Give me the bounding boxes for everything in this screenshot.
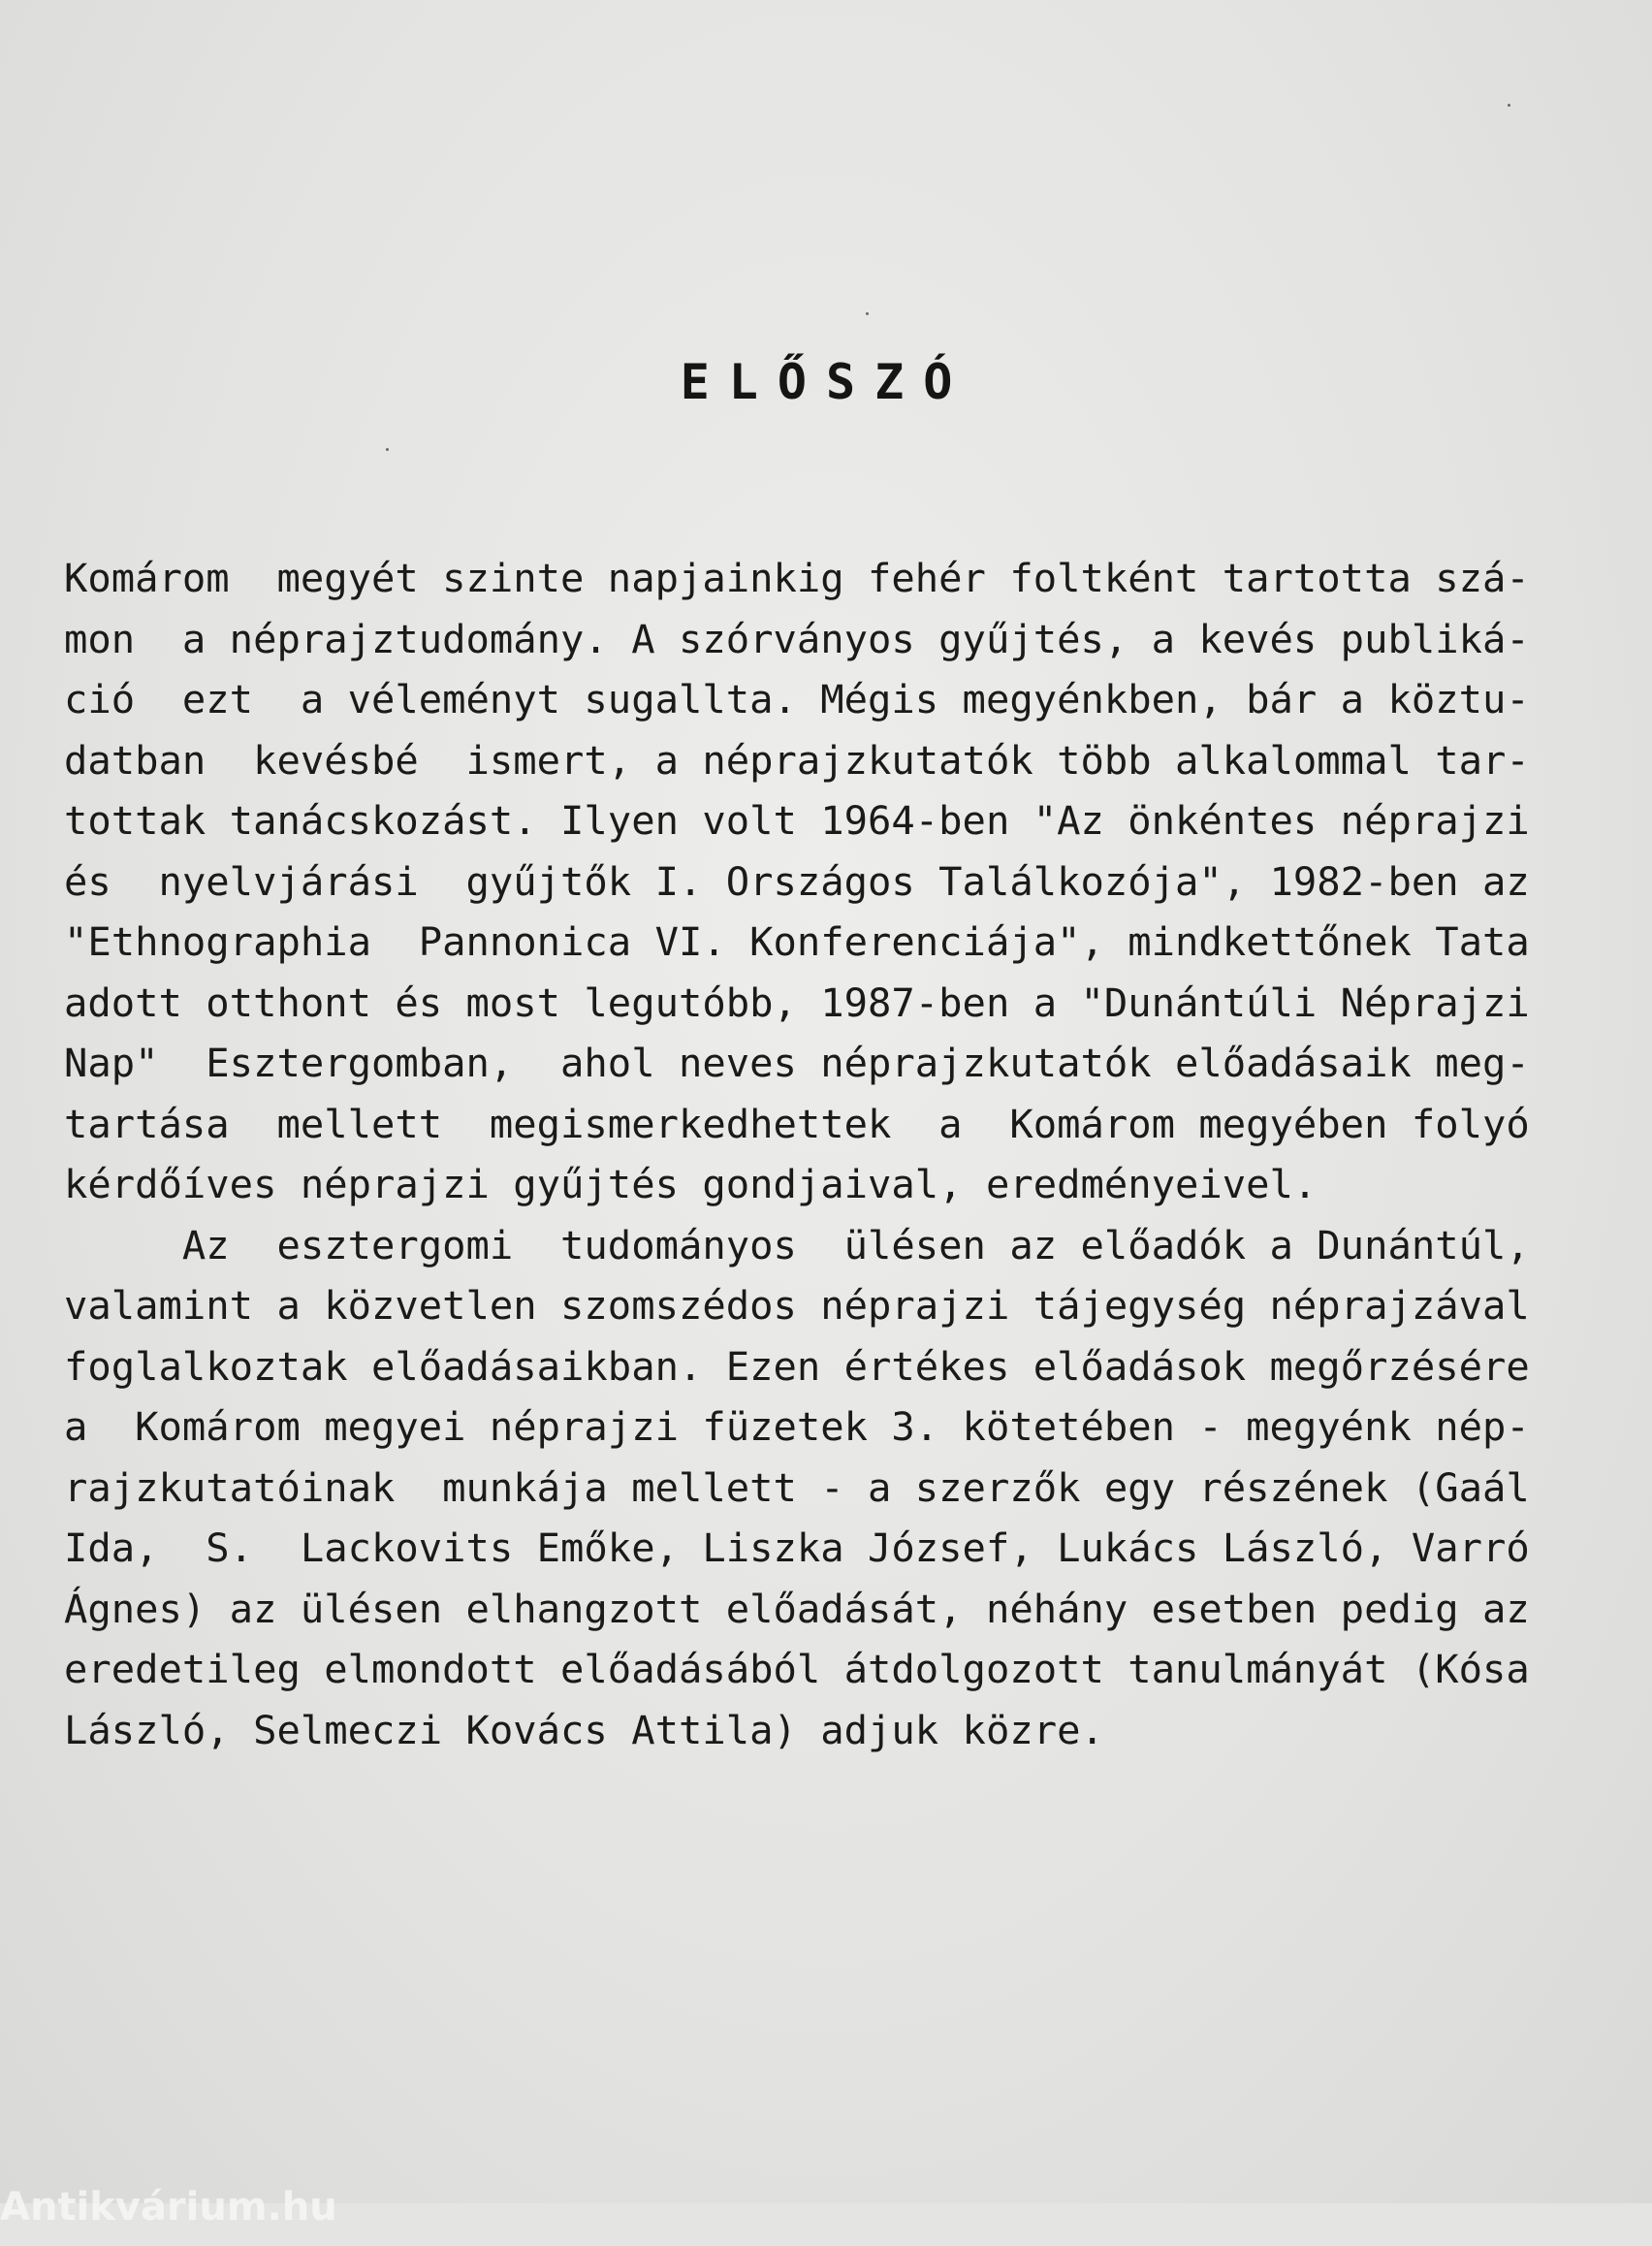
body-text — [64, 548, 1530, 1760]
page-title: ELŐSZÓ — [680, 354, 972, 410]
text-line: a Komárom megyei néprajzi füzetek 3. kötetében - megyénk nép- — [64, 1403, 1530, 1450]
text-line: datban kevésbé ismert, a néprajzkutatók több alkalommal tar- — [64, 736, 1530, 784]
text-line: rajzkutatóinak munkája mellett - a szerzők egy részének (Gaál — [64, 1463, 1530, 1511]
text-line: Ágnes) az ülésen elhangzott előadását, néhány esetben pedig az — [64, 1585, 1530, 1632]
text-line: Nap" Esztergomban, ahol neves néprajzkutatók előadásaik meg- — [64, 1040, 1530, 1086]
text-line: ció ezt a véleményt sugallta. Mégis megyénkben, bár a köztu- — [64, 676, 1530, 722]
text-line: tartása mellett megismerkedhettek a Komárom megyében folyó — [64, 1100, 1530, 1147]
text-line: mon a néprajztudomány. A szórványos gyűjtés, a kevés publiká- — [64, 615, 1530, 662]
text-line: kérdőíves néprajzi gyűjtés gondjaival, eredményeivel. — [64, 1161, 1318, 1207]
paper-speck — [866, 312, 869, 315]
paper-speck — [1508, 104, 1510, 107]
text-line: adott otthont és most legutóbb, 1987-ben a "Dunántúli Néprajzi — [64, 979, 1530, 1026]
text-line: Komárom megyét szinte napjainkig fehér foltként tartotta szá- — [64, 555, 1530, 601]
text-line: "Ethnographia Pannonica VI. Konferenciája", mindkettőnek Tata — [64, 918, 1530, 965]
paper-speck — [386, 448, 389, 451]
text-line: Az esztergomi tudományos ülésen az előadók a Dunántúl, — [64, 1221, 1530, 1268]
text-line: tottak tanácskozást. Ilyen volt 1964-ben "Az önkéntes néprajzi — [64, 797, 1530, 844]
watermark: Antikvárium.hu — [0, 2185, 337, 2230]
text-line: valamint a közvetlen szomszédos néprajzi tájegység néprajzával — [64, 1282, 1530, 1329]
text-line: foglalkoztak előadásaikban. Ezen értékes előadások megőrzésére — [64, 1342, 1530, 1390]
text-line: eredetileg elmondott előadásából átdolgozott tanulmányát (Kósa — [64, 1646, 1530, 1692]
text-line: László, Selmeczi Kovács Attila) adjuk közre. — [64, 1706, 1104, 1753]
text-line: Ida, S. Lackovits Emőke, Liszka József, Lukács László, Varró — [64, 1524, 1530, 1571]
text-line: és nyelvjárási gyűjtők I. Országos Találkozója", 1982-ben az — [64, 857, 1530, 905]
